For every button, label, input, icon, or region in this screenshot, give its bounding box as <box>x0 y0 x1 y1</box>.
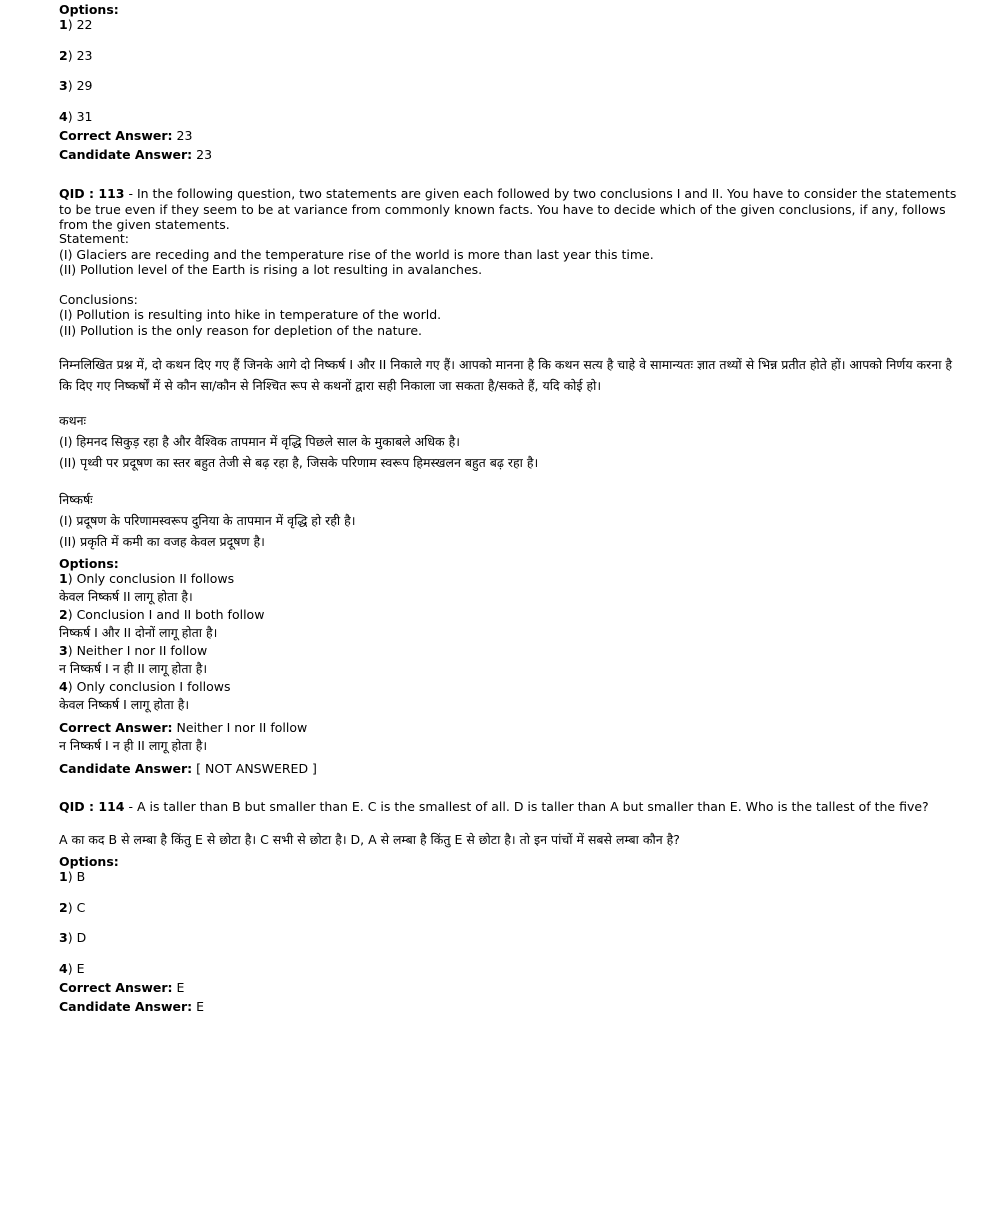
q113-statement-2: (II) Pollution level of the Earth is rising a lot resulting in avalanches. <box>59 262 483 277</box>
q113-option-4-hi: केवल निष्कर्ष I लागू होता है। <box>59 697 190 712</box>
q112-option-3: 3) 29 <box>59 78 93 93</box>
q113-option-2: 2) Conclusion I and II both follow <box>59 607 265 622</box>
q114-option-1: 1) B <box>59 869 86 884</box>
q113-option-1: 1) Only conclusion II follows <box>59 571 235 586</box>
q112-option-1: 1) 22 <box>59 17 93 32</box>
q114-option-2: 2) C <box>59 900 86 915</box>
q112-options-label: Options: <box>59 2 119 17</box>
q113-conclusion-1: (I) Pollution is resulting into hike in temperature of the world. <box>59 307 442 322</box>
q114-correct-answer: Correct Answer: E <box>59 980 185 995</box>
q112-option-2: 2) 23 <box>59 48 93 63</box>
q113-statement-heading: Statement: <box>59 231 129 246</box>
q113-option-4: 4) Only conclusion I follows <box>59 679 231 694</box>
q113-correct-answer: Correct Answer: Neither I nor II follow <box>59 720 308 735</box>
q113-options-label: Options: <box>59 556 119 571</box>
q113-conclusion-2: (II) Pollution is the only reason for depletion of the nature. <box>59 323 423 338</box>
q113-option-2-hi: निष्कर्ष I और II दोनों लागू होता है। <box>59 625 218 640</box>
q114-option-3: 3) D <box>59 930 87 945</box>
q113-question-en: QID : 113 - In the following question, two statements are given each followed by two conclusions I and II. You have to consider the statements to be true even if they seem to be at variance from commonly known facts. You have to decide which of the given conclusions, if any, follows from the given statements. <box>59 186 957 232</box>
q112-candidate-answer: Candidate Answer: 23 <box>59 147 213 162</box>
q113-statement-heading-hi: कथनः <box>59 413 87 428</box>
q114-options-label: Options: <box>59 854 119 869</box>
q113-question-hi: निम्नलिखित प्रश्न में, दो कथन दिए गए हैं जिनके आगे दो निष्कर्ष I और II निकाले गए हैं। आपको मानना है कि कथन सत्य है चाहे वे सामान्यतः ज्ञात तथ्यों से भिन्न प्रतीत होते हों। आपको निर्णय करना है कि दिए गए निष्कर्षों में से कौन सा/कौन से निश्चित रूप से कथनों द्वारा सही निकाला जा सकता है/सकते हैं, यदि कोई हो। <box>59 357 953 393</box>
q113-candidate-answer: Candidate Answer: [ NOT ANSWERED ] <box>59 761 317 776</box>
q113-conclusions-heading-hi: निष्कर्षः <box>59 492 93 507</box>
q114-question-hi: A का कद B से लम्बा है किंतु E से छोटा है। C सभी से छोटा है। D, A से लम्बा है किंतु E से छोटा है। तो इन पांचों में सबसे लम्बा कौन है? <box>59 832 680 847</box>
q113-conclusion-1-hi: (I) प्रदूषण के परिणामस्वरूप दुनिया के तापमान में वृद्धि हो रही है। <box>59 513 356 528</box>
q113-option-3: 3) Neither I nor II follow <box>59 643 208 658</box>
q113-conclusion-2-hi: (II) प्रकृति में कमी का वजह केवल प्रदूषण है। <box>59 534 265 549</box>
q114-option-4: 4) E <box>59 961 85 976</box>
q113-option-1-hi: केवल निष्कर्ष II लागू होता है। <box>59 589 193 604</box>
q112-option-4: 4) 31 <box>59 109 93 124</box>
q112-correct-answer: Correct Answer: 23 <box>59 128 193 143</box>
q113-conclusions-heading: Conclusions: <box>59 292 138 307</box>
q113-statement-1-hi: (I) हिमनद सिकुड़ रहा है और वैश्विक तापमान में वृद्धि पिछले साल के मुकाबले अधिक है। <box>59 434 460 449</box>
q113-option-3-hi: न निष्कर्ष I न ही II लागू होता है। <box>59 661 208 676</box>
q113-correct-answer-hi: न निष्कर्ष I न ही II लागू होता है। <box>59 738 208 753</box>
q114-question-en: QID : 114 - A is taller than B but smaller than E. C is the smallest of all. D is taller than A but smaller than E. Who is the tallest of the five? <box>59 799 929 814</box>
q114-candidate-answer: Candidate Answer: E <box>59 999 205 1014</box>
q113-statement-2-hi: (II) पृथ्वी पर प्रदूषण का स्तर बहुत तेजी से बढ़ रहा है, जिसके परिणाम स्वरूप हिमस्खलन बहुत बढ़ रहा है। <box>59 455 539 470</box>
q113-statement-1: (I) Glaciers are receding and the temperature rise of the world is more than last year this time. <box>59 247 654 262</box>
